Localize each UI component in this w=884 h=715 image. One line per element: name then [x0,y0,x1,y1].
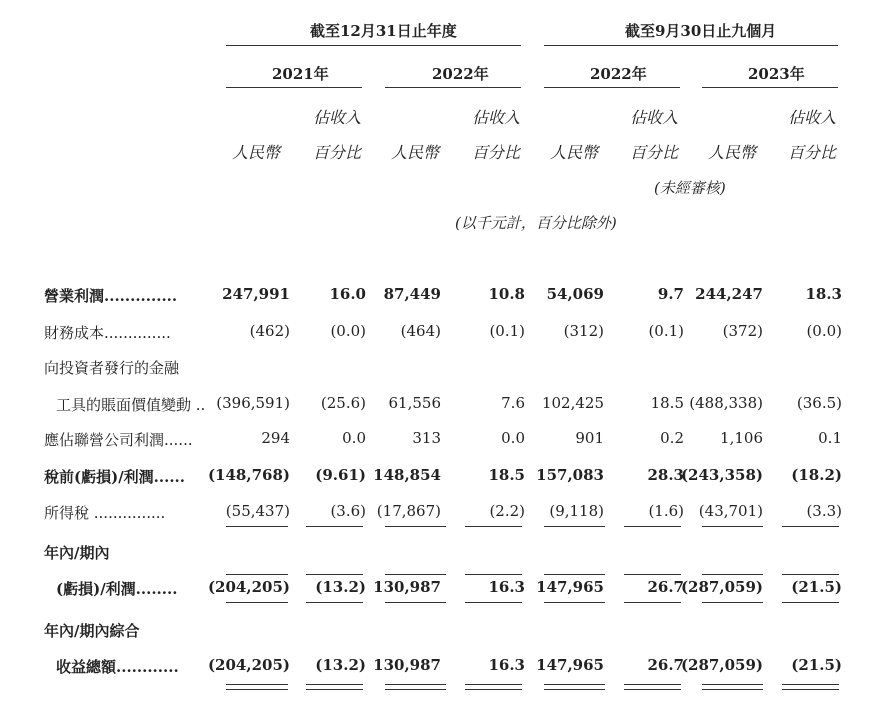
subtotal-rule [782,526,839,527]
subtotal-rule [385,602,446,603]
col-header-pct-line2: 百分比 [313,143,362,162]
cell-percent: (13.2) [315,656,366,674]
cell-percent: (13.2) [315,578,366,596]
cell-amount: (396,591) [216,394,290,412]
cell-amount: (372) [722,322,763,340]
cell-amount: 130,987 [373,578,441,596]
cell-amount: (148,768) [207,466,290,484]
cell-percent: (3.3) [806,502,842,520]
row-label: 應佔聯營公司利潤...... [44,431,193,449]
cell-amount: (287,059) [680,578,763,596]
cell-amount: (287,059) [680,656,763,674]
cell-percent: 18.5 [650,394,684,412]
cell-percent: 0.1 [818,429,842,447]
cell-percent: (1.6) [648,502,684,520]
subtotal-rule [306,574,363,575]
subtotal-rule [226,574,288,575]
cell-amount: 901 [575,429,604,447]
cell-amount: (488,338) [689,394,763,412]
subtotal-rule [782,574,839,575]
cell-percent: 28.3 [647,466,684,484]
col-header-pct-line1: 佔收入 [313,108,362,127]
subtotal-rule [385,526,446,527]
subtotal-rule [385,574,446,575]
cell-percent: 7.6 [501,394,525,412]
subtotal-rule [544,602,605,603]
cell-amount: 1,106 [720,429,763,447]
cell-amount: 247,991 [222,285,290,303]
cell-percent: 0.2 [660,429,684,447]
subtotal-rule [306,602,363,603]
year-header-2021: 2021年 [272,65,329,83]
cell-percent: (18.2) [791,466,842,484]
cell-percent: 18.3 [805,285,842,303]
total-double-rule [306,684,363,690]
cell-percent: 0.0 [342,429,366,447]
cell-amount: 61,556 [388,394,441,412]
subtotal-rule [624,574,681,575]
cell-amount: 87,449 [383,285,441,303]
subtotal-rule [306,526,363,527]
cell-amount: 148,854 [373,466,441,484]
cell-percent: (0.0) [806,322,842,340]
col-header-pct-line1: 佔收入 [472,108,521,127]
cell-percent: 26.7 [647,656,684,674]
year-rule-2021 [226,87,362,88]
unaudited-note: (未經審核) [654,179,726,197]
cell-percent: (0.1) [648,322,684,340]
row-label: 年內/期內綜合 [44,622,140,640]
subtotal-rule [226,602,288,603]
unit-note: (以千元計，百分比除外) [455,214,617,232]
col-header-rmb: 人民幣 [391,143,440,162]
row-label: 向投資者發行的金融 [44,359,180,377]
subtotal-rule [702,526,763,527]
cell-amount: 244,247 [695,285,763,303]
cell-amount: 313 [412,429,441,447]
col-header-pct-line2: 百分比 [630,143,679,162]
cell-percent: 10.8 [488,285,525,303]
subtotal-rule [782,602,839,603]
row-label: 財務成本.............. [44,324,171,342]
row-label: 工具的賬面價值變動 .. [56,396,206,414]
cell-percent: 16.0 [329,285,366,303]
cell-percent: (0.1) [489,322,525,340]
cell-amount: (204,205) [207,656,290,674]
cell-percent: (36.5) [796,394,842,412]
period-header-nine-months-rule [544,45,838,46]
cell-percent: (25.6) [320,394,366,412]
total-double-rule [544,684,605,690]
cell-amount: 157,083 [536,466,604,484]
col-header-pct-line2: 百分比 [788,143,837,162]
total-double-rule [782,684,839,690]
col-header-rmb: 人民幣 [708,143,757,162]
cell-amount: 147,965 [536,656,604,674]
cell-percent: 16.3 [488,578,525,596]
cell-amount: 54,069 [546,285,604,303]
cell-amount: (312) [563,322,604,340]
year-rule-2022b [544,87,680,88]
period-header-annual: 截至12月31日止年度 [310,22,457,40]
subtotal-rule [544,574,605,575]
period-header-nine-months: 截至9月30日止九個月 [625,22,777,40]
cell-percent: 9.7 [657,285,684,303]
cell-percent: (21.5) [791,578,842,596]
cell-amount: (9,118) [549,502,604,520]
cell-amount: 147,965 [536,578,604,596]
subtotal-rule [465,526,522,527]
cell-amount: (462) [249,322,290,340]
row-label: 年內/期內 [44,544,110,562]
cell-amount: 130,987 [373,656,441,674]
subtotal-rule [702,574,763,575]
total-double-rule [385,684,446,690]
cell-amount: 102,425 [541,394,604,412]
year-rule-2022a [385,87,521,88]
cell-percent: (3.6) [330,502,366,520]
col-header-pct-line1: 佔收入 [788,108,837,127]
cell-percent: (21.5) [791,656,842,674]
total-double-rule [226,684,288,690]
cell-amount: (17,867) [376,502,441,520]
row-label: 收益總額............ [56,658,179,676]
subtotal-rule [465,602,522,603]
year-header-2023: 2023年 [748,65,805,83]
cell-amount: (243,358) [680,466,763,484]
subtotal-rule [544,526,605,527]
cell-amount: (55,437) [225,502,290,520]
cell-amount: 294 [261,429,290,447]
cell-percent: 26.7 [647,578,684,596]
total-double-rule [465,684,522,690]
total-double-rule [702,684,763,690]
col-header-rmb: 人民幣 [550,143,599,162]
row-label: 所得稅 ............... [44,504,166,522]
cell-percent: (0.0) [330,322,366,340]
subtotal-rule [465,574,522,575]
cell-percent: (2.2) [489,502,525,520]
col-header-pct-line2: 百分比 [472,143,521,162]
year-rule-2023 [702,87,838,88]
subtotal-rule [226,526,288,527]
row-label: (虧損)/利潤........ [56,580,178,598]
col-header-rmb: 人民幣 [232,143,281,162]
row-label: 營業利潤.............. [44,287,178,305]
year-header-2022b: 2022年 [590,65,647,83]
cell-percent: 0.0 [501,429,525,447]
cell-amount: (204,205) [207,578,290,596]
cell-percent: 16.3 [488,656,525,674]
subtotal-rule [624,602,681,603]
period-header-annual-rule [226,45,521,46]
cell-percent: (9.61) [315,466,366,484]
row-label: 稅前(虧損)/利潤...... [44,468,186,486]
cell-percent: 18.5 [488,466,525,484]
cell-amount: (43,701) [698,502,763,520]
subtotal-rule [624,526,681,527]
col-header-pct-line1: 佔收入 [630,108,679,127]
total-double-rule [624,684,681,690]
year-header-2022a: 2022年 [432,65,489,83]
subtotal-rule [702,602,763,603]
cell-amount: (464) [400,322,441,340]
